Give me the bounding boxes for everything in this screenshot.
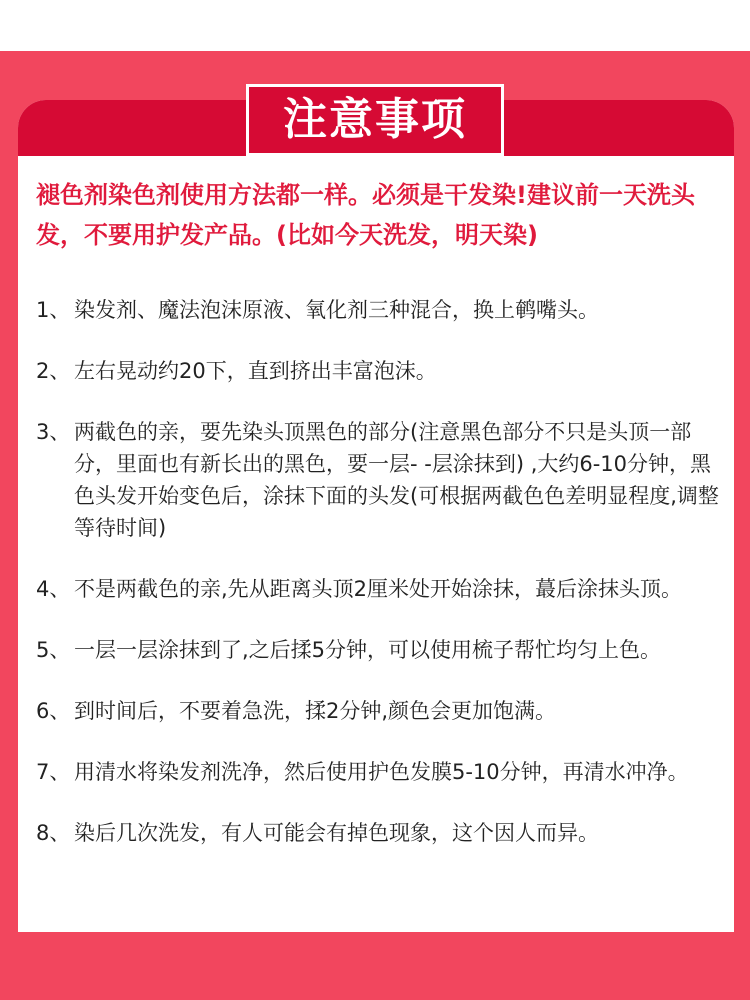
step-number: 3、	[36, 420, 71, 444]
list-item	[36, 573, 726, 605]
intro-notice: 褪色剂染色剂使用方法都一样。必须是干发染!建议前一天洗头发，不要用护发产品。(比如今天洗发，明天染)	[36, 181, 695, 249]
step-number: 7、	[36, 760, 71, 784]
list-item	[36, 416, 726, 544]
steps-list	[36, 294, 726, 878]
list-item	[36, 634, 726, 666]
step-text: 不是两截色的亲,先从距离头顶2厘米处开始涂抹，蕞后涂抹头顶。	[74, 577, 683, 601]
list-item	[36, 695, 726, 727]
step-number: 1、	[36, 298, 71, 322]
step-text: 一层一层涂抹到了,之后揉5分钟，可以使用梳子帮忙均匀上色。	[74, 638, 662, 662]
step-text: 用清水将染发剂洗净，然后使用护色发膜5-10分钟，再清水冲净。	[74, 760, 689, 784]
page-title: 注意事项	[246, 84, 504, 156]
step-number: 2、	[36, 359, 71, 383]
step-text: 左右晃动约20下，直到挤出丰富泡沫。	[74, 359, 437, 383]
list-item	[36, 355, 726, 387]
step-text: 染发剂、魔法泡沫原液、氧化剂三种混合，换上鹌嘴头。	[74, 298, 599, 322]
list-item	[36, 817, 726, 849]
list-item	[36, 294, 726, 326]
list-item	[36, 756, 726, 788]
step-number: 4、	[36, 577, 71, 601]
step-text: 染后几次洗发，有人可能会有掉色现象，这个因人而异。	[74, 821, 599, 845]
step-number: 8、	[36, 821, 71, 845]
step-number: 5、	[36, 638, 71, 662]
step-number: 6、	[36, 699, 71, 723]
step-text: 两截色的亲，要先染头顶黑色的部分(注意黑色部分不只是头顶一部分，里面也有新长出的黑色，要一层- -层涂抹到) ,大约6-10分钟，黑色头发开始变色后，涂抹下面的头发(可根据两截色色差明显程度,调整等待时间)	[74, 420, 719, 540]
step-text: 到时间后，不要着急洗，揉2分钟,颜色会更加饱满。	[74, 699, 557, 723]
